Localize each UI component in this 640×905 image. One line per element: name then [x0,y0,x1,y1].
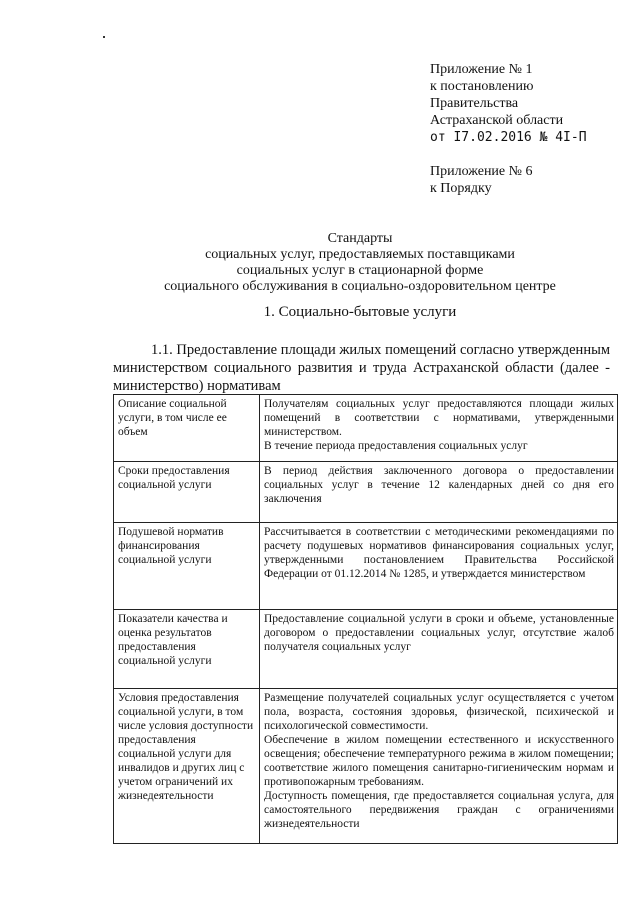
table-row [114,689,618,844]
appendix-1-line: Правительства [430,96,519,111]
row-value-line: Доступность помещения, где предоставляется социальная услуга, для самостоятельного передвижения граждан с ограничениями жизнедеятельности [264,790,614,830]
row-value-line: Рассчитывается в соответствии с методическими рекомендациями по расчету подушевых нормативов финансирования социальных услуг, утвержденными постановлением Правительства Российской Федерации от 01.12.2014 № 1285, и утверждается министерством [264,526,614,580]
row-value [260,610,618,689]
appendix-1-line: Приложение № 1 [430,62,533,77]
row-label: Подушевой норматив финансирования социальной услуги [114,523,260,610]
row-label: Показатели качества и оценка результатов предоставления социальной услуги [114,610,260,689]
document-title [110,231,610,295]
row-label: Сроки предоставления социальной услуги [114,462,260,523]
section-heading: 1. Социально-бытовые услуги [263,304,457,320]
title-line: Стандарты [327,231,393,246]
appendix-6-line: к Порядку [430,181,492,196]
row-value-line: Получателям социальных услуг предоставляются площади жилых помещений в соответствии с нормативами, утвержденными министерством. [264,398,614,438]
row-value-line: Предоставление социальной услуги в сроки и объеме, установленные договором о предоставлении социальных услуг, отсутствие жалоб получателя социальных услуг [264,613,614,653]
appendix-1-line: к постановлению [430,79,534,94]
row-value-line: Обеспечение в жилом помещении естественного и искусственного освещения; обеспечение температурного режима в жилом помещении; соответствие жилого помещения санитарно-гигиеническим нормам и противопожарным требованиям. [264,734,614,788]
appendix-6-line: Приложение № 6 [430,164,533,179]
row-value [260,462,618,523]
appendix-1-block [430,61,587,146]
standards-table [113,394,618,844]
appendix-6-block [430,163,533,197]
scan-speck [103,36,105,38]
row-value-line: Размещение получателей социальных услуг осуществляется с учетом пола, возраста, состояния здоровья, физической, психической и психологической совместимости. [264,692,614,732]
title-line: социального обслуживания в социально-оздоровительном центре [164,279,556,294]
appendix-1-date-number: от I7.02.2016 № 4I-П [430,130,587,145]
row-value [260,523,618,610]
row-value [260,689,618,844]
row-label: Описание социальной услуги, в том числе ее объем [114,395,260,462]
row-value-line: В течение периода предоставления социальных услуг [264,440,528,452]
row-value [260,395,618,462]
row-label: Условия предоставления социальной услуги, в том числе условия доступности предоставления социальной услуги для инвалидов и других лиц с учетом ограничений их жизнедеятельности [114,689,260,844]
service-paragraph: 1.1. Предоставление площади жилых помещений согласно утвержденным министерством социального развития и труда Астраханской области (далее - министерство) нормативам [113,342,610,394]
title-line: социальных услуг в стационарной форме [236,263,484,278]
table-row [114,523,618,610]
title-line: социальных услуг, предоставляемых поставщиками [205,247,515,262]
appendix-1-line: Астраханской области [430,113,564,128]
table-row [114,610,618,689]
table-row [114,462,618,523]
table-row [114,395,618,462]
row-value-line: В период действия заключенного договора о предоставлении социальных услуг в течение 12 календарных дней со дня его заключения [264,465,614,505]
